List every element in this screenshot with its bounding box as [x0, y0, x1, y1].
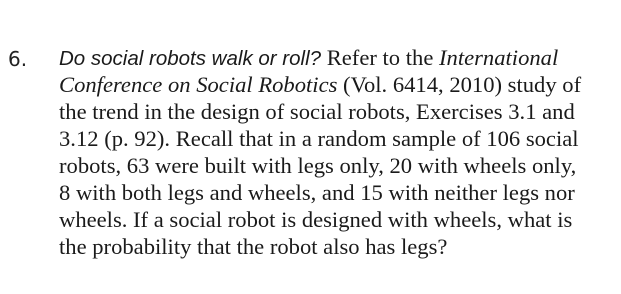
- conference-name-part1: International: [439, 45, 559, 70]
- problem-title: Do social robots walk or roll?: [59, 47, 322, 70]
- conference-name-part2: Conference on Social Robotics: [59, 72, 338, 97]
- line-2-text: (Vol. 6414, 2010) study of: [337, 72, 582, 97]
- problem-line-6: 8 with both legs and wheels, and 15 with neither legs nor: [59, 180, 575, 205]
- problem-line-7: wheels. If a social robot is designed with wheels, what is: [59, 207, 573, 232]
- problem-line-4: 3.12 (p. 92). Recall that in a random sample of 106 social: [59, 126, 579, 151]
- problem-line-3: the trend in the design of social robots, Exercises 3.1 and: [59, 99, 575, 124]
- problem-line-2: [59, 74, 581, 97]
- problem-line-1: [59, 47, 558, 70]
- problem-line-5: robots, 63 were built with legs only, 20 with wheels only,: [59, 153, 577, 178]
- problem-number: 6.: [8, 47, 28, 71]
- problem-line-8: the probability that the robot also has legs?: [59, 234, 448, 259]
- line-1-text: Refer to the: [321, 45, 439, 70]
